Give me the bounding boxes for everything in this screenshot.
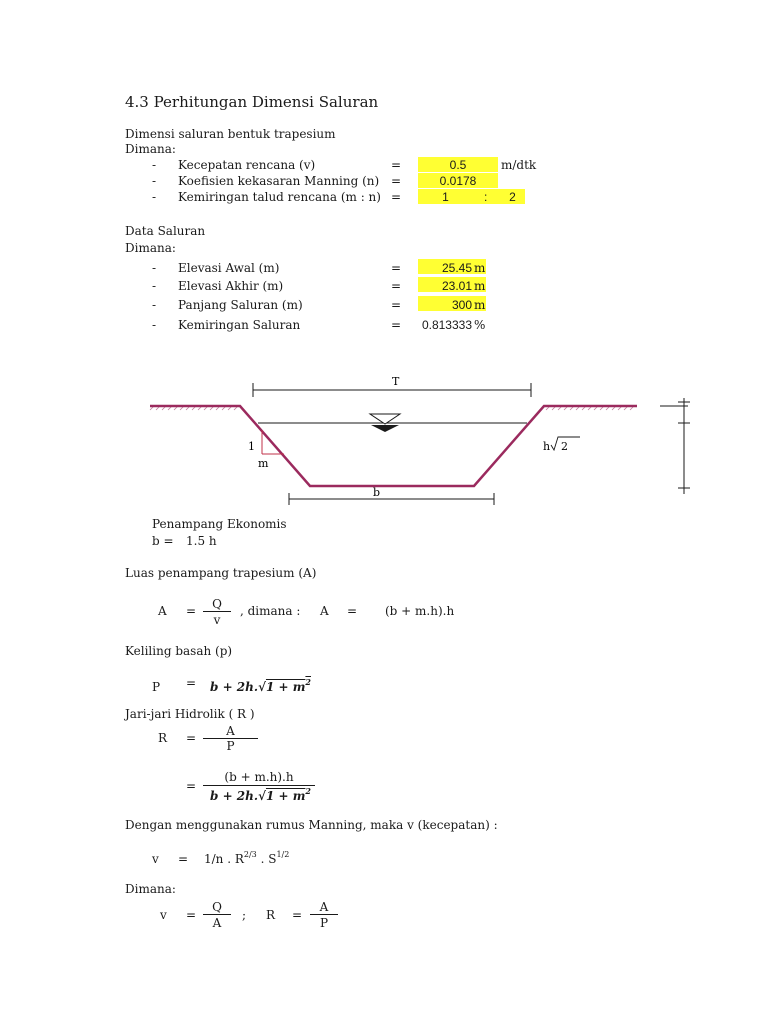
area-formula: (b + m.h).h [385, 604, 455, 618]
keliling-title: Keliling basah (p) [125, 644, 233, 658]
equals-sign: = [186, 908, 197, 922]
luas-title: Luas penampang trapesium (A) [125, 566, 317, 580]
data-value: 300 [451, 298, 472, 312]
formula-R: R [266, 908, 276, 922]
dimana-label: Dimana: [125, 882, 176, 896]
dimana-text: , dimana : [240, 604, 301, 618]
frac-den: P [319, 916, 329, 930]
slope-label-1: 1 [248, 440, 255, 453]
param-value: 0.0178 [439, 174, 477, 188]
equals-sign: = [186, 779, 197, 793]
param-label: Kecepatan rencana (v) [178, 158, 316, 172]
section-title: 4.3 Perhitungan Dimensi Saluran [125, 93, 379, 111]
slope-label-m: m [258, 457, 269, 470]
data-unit: m [474, 261, 486, 275]
dash: - [152, 261, 157, 275]
label-T: T [392, 375, 400, 388]
param-unit: m/dtk [501, 158, 537, 172]
data-label: Elevasi Awal (m) [178, 261, 280, 275]
frac-num: A [319, 900, 329, 914]
equals-sign: = [391, 261, 402, 275]
frac-den: $b + 2h.√1 + m^2$ [210, 786, 311, 803]
data-value: 0.813333 [421, 318, 472, 332]
formula-P: P [152, 680, 161, 694]
jari-title: Jari-jari Hidrolik ( R ) [125, 707, 255, 721]
equals-sign: = [178, 852, 189, 866]
param-value: 0.5 [449, 158, 467, 172]
ekonomis-lhs: b = [152, 534, 174, 548]
fraction-line [203, 914, 231, 915]
data-label: Panjang Saluran (m) [178, 298, 303, 312]
equals-sign: = [391, 298, 402, 312]
dash: - [152, 158, 157, 172]
dimana-label: Dimana: [125, 142, 176, 156]
param-label: Koefisien kekasaran Manning (n) [178, 174, 380, 188]
frac-den: P [226, 739, 235, 753]
intro-text: Dimensi saluran bentuk trapesium [125, 127, 336, 141]
frac-den: A [212, 916, 222, 930]
dash: - [152, 298, 157, 312]
data-unit: m [474, 298, 486, 312]
equals-sign: = [186, 604, 197, 618]
manning-title: Dengan menggunakan rumus Manning, maka v (kecepatan) : [125, 818, 498, 832]
fraction-line [310, 914, 338, 915]
frac-num: Q [212, 597, 222, 611]
dash: - [152, 279, 157, 293]
data-value: 23.01 [441, 279, 472, 293]
data-unit: m [474, 279, 486, 293]
fraction-line [203, 611, 231, 612]
ekonomis-rhs: 1.5 h [186, 534, 217, 548]
equals-sign: = [186, 731, 197, 745]
equals-sign: = [391, 190, 402, 204]
data-unit: % [474, 318, 486, 332]
label-b: b [373, 486, 381, 499]
formula-R: R [158, 731, 168, 745]
equals-sign: = [347, 604, 358, 618]
perimeter-formula: $b + 2h.√1 + m^2$ [210, 677, 311, 694]
ratio-separator: : [484, 190, 488, 204]
frac-den: v [213, 613, 221, 627]
data-saluran-title: Data Saluran [125, 224, 206, 238]
dimana-label: Dimana: [125, 241, 176, 255]
fraction-line [203, 785, 315, 786]
frac-num: A [226, 724, 235, 738]
param-label: Kemiringan talud rencana (m : n) [178, 190, 381, 204]
formula-A2: A [320, 604, 329, 618]
ekonomis-title: Penampang Ekonomis [152, 517, 287, 531]
formula-v: v [160, 908, 167, 922]
equals-sign: = [391, 279, 402, 293]
equals-sign: = [391, 158, 402, 172]
dash: - [152, 190, 157, 204]
param-value-2: 2 [509, 190, 516, 204]
equals-sign: = [391, 318, 402, 332]
equals-sign: = [292, 908, 303, 922]
equals-sign: = [186, 676, 197, 690]
formula-v: v [152, 852, 159, 866]
data-label: Elevasi Akhir (m) [178, 279, 284, 293]
frac-num: (b + m.h).h [224, 770, 294, 784]
data-value: 25.45 [441, 261, 472, 275]
label-sqrt-2: 2 [561, 440, 568, 453]
label-h: h [543, 440, 551, 453]
semicolon: ; [242, 908, 247, 922]
equals-sign: = [391, 174, 402, 188]
formula-A: A [158, 604, 167, 618]
data-label: Kemiringan Saluran [178, 318, 301, 332]
manning-formula: 1/n . $R^{2/3}$ . $S^{1/2}$ [204, 850, 290, 866]
frac-num: Q [212, 900, 222, 914]
param-value: 1 [442, 190, 449, 204]
dash: - [152, 174, 157, 188]
dash: - [152, 318, 157, 332]
